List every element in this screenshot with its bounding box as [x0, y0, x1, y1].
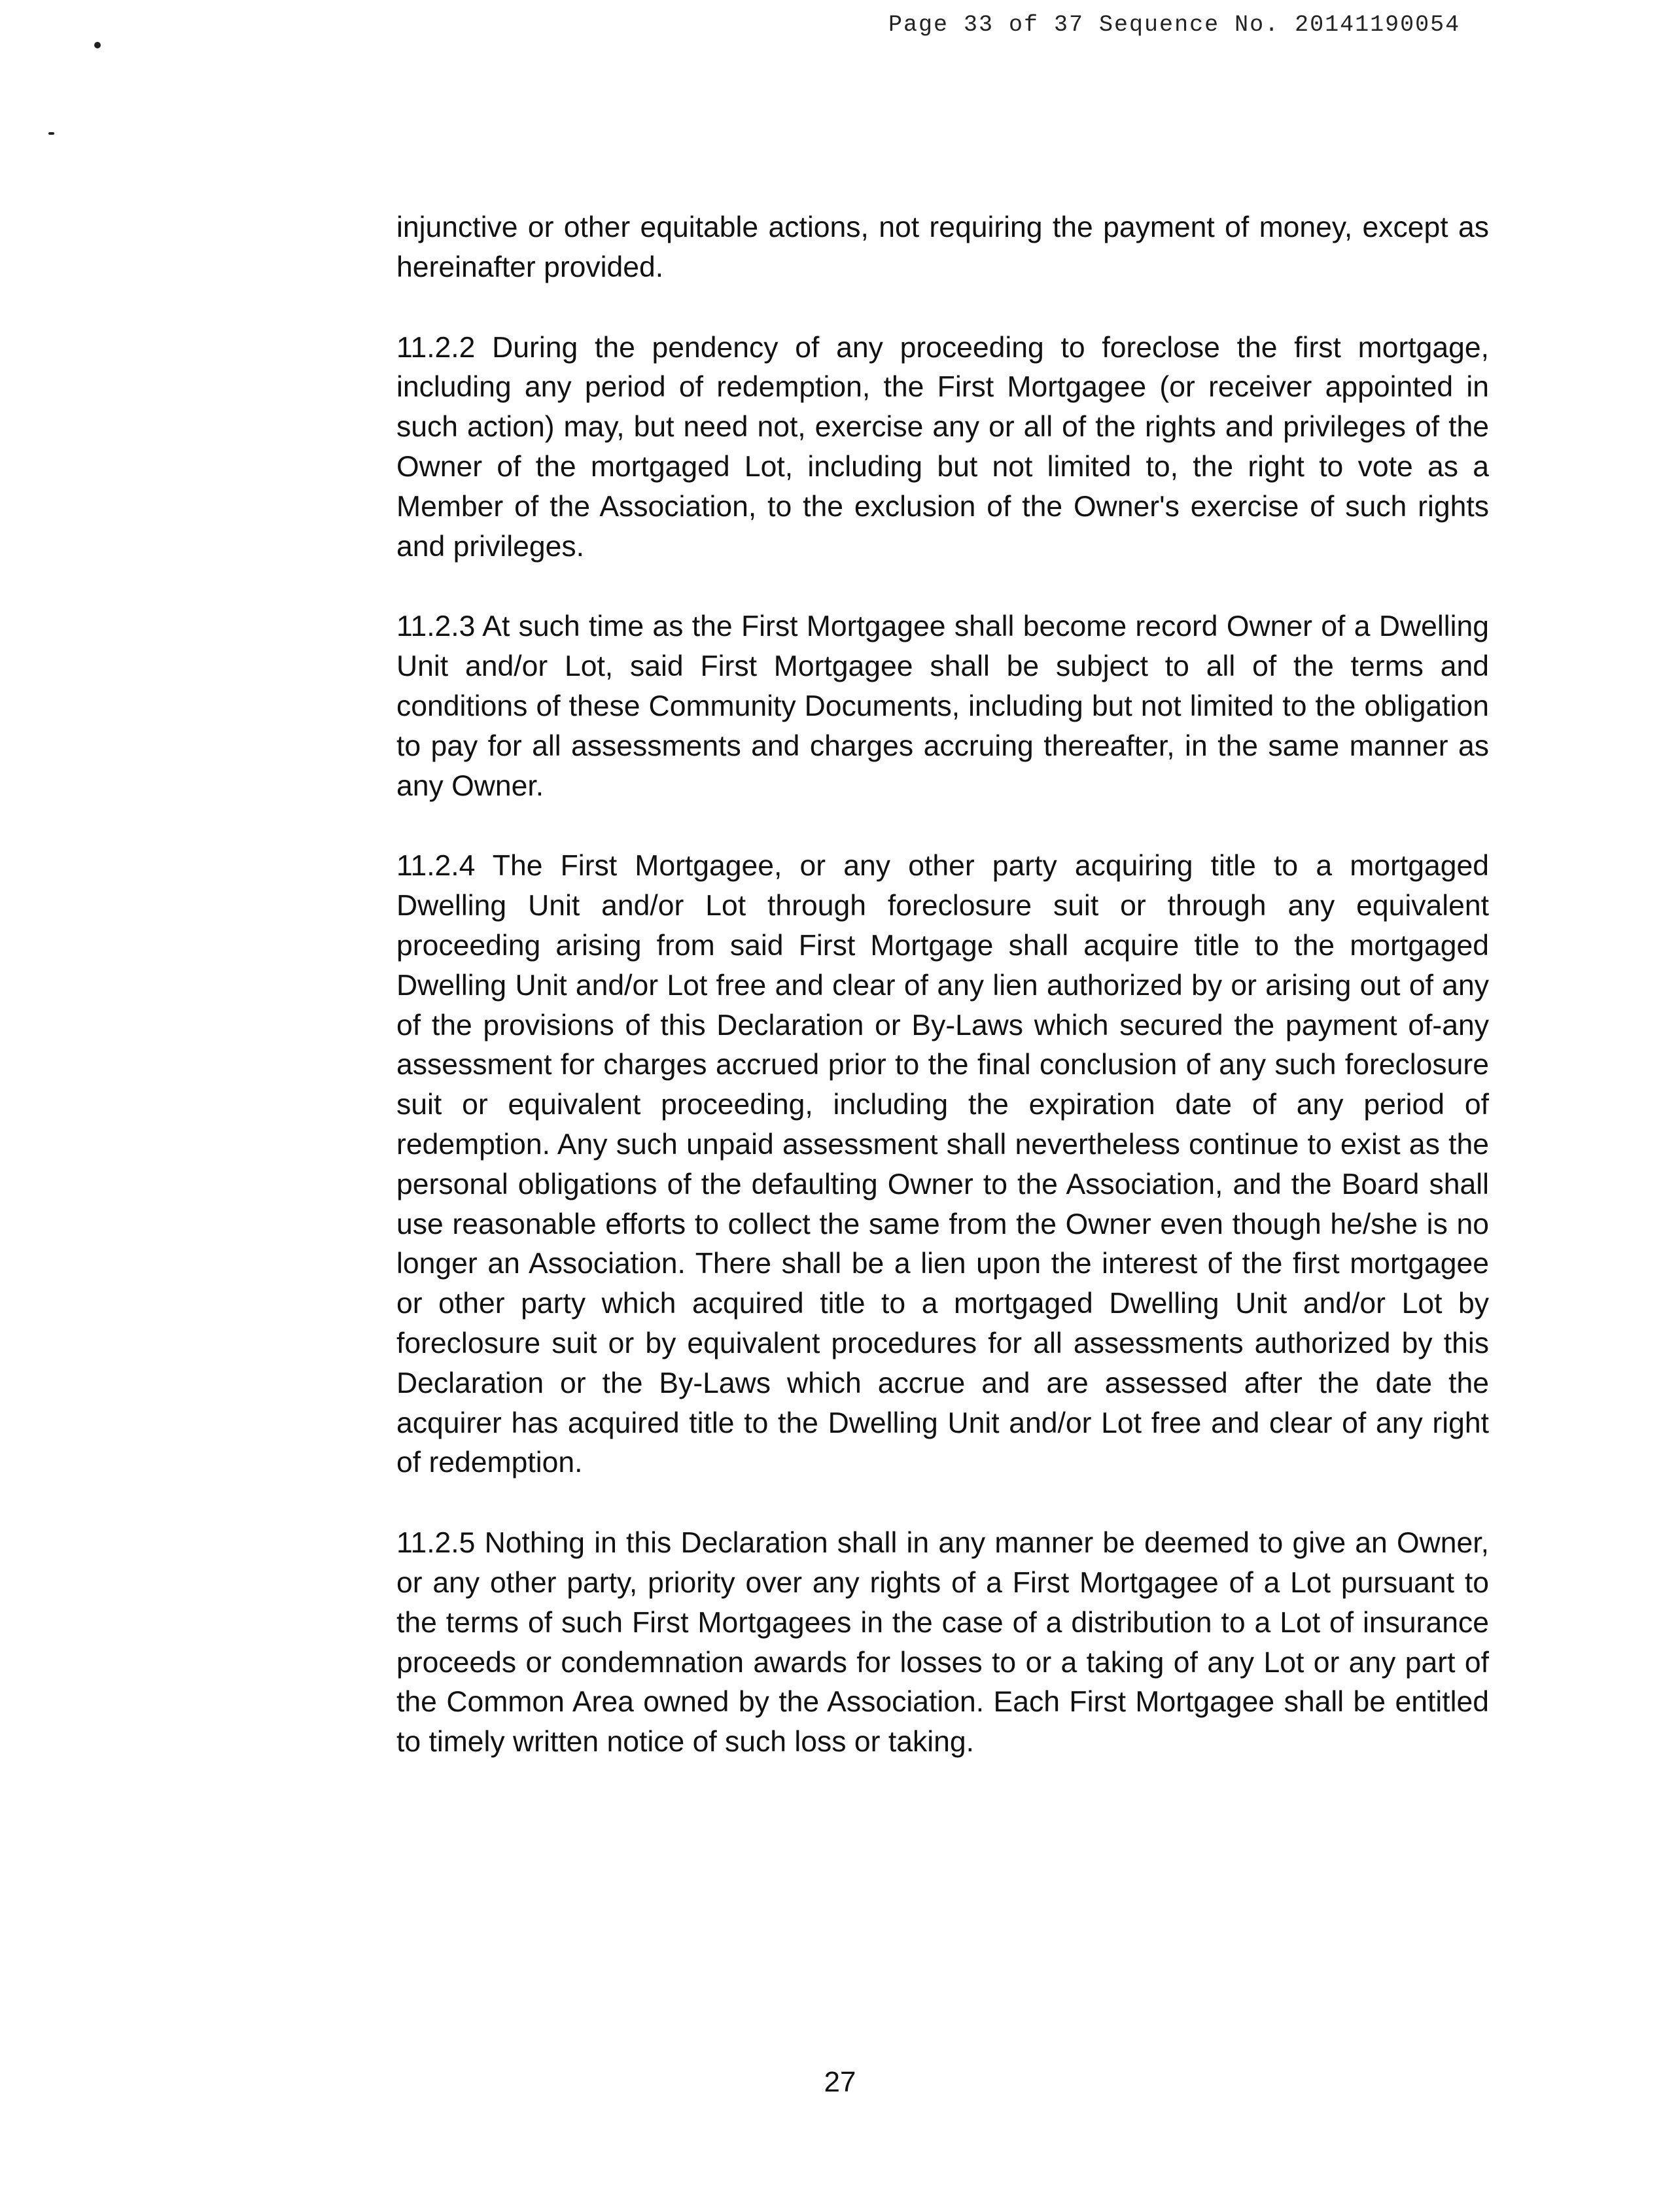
scan-speck: [48, 132, 54, 135]
paragraph-11-2-3: 11.2.3 At such time as the First Mortgagee shall become record Owner of a Dwelling Unit and/or Lot, said First Mortgagee shall be subject to all of the terms and conditions of these Community Documents, including but not limited to the obligation to pay for all assessments and charges accruing thereafter, in the same manner as any Owner.: [396, 610, 1489, 802]
paragraph-11-2-2: 11.2.2 During the pendency of any proceeding to foreclose the first mortgage, including any period of redemption, the First Mortgagee (or receiver appointed in such action) may, but need not, exercise any or all of the rights and privileges of the Owner of the mortgaged Lot, including but not limited to, the right to vote as a Member of the Association, to the exclusion of the Owner's exercise of such rights and privileges.: [396, 331, 1489, 563]
page-number: 27: [824, 2066, 856, 2098]
page-header: Page 33 of 37 Sequence No. 20141190054: [888, 12, 1461, 38]
paragraph-11-2-4: 11.2.4 The First Mortgagee, or any other party acquiring title to a mortgaged Dwelling Unit and/or Lot through foreclosure suit or through any equivalent proceeding arising from said First Mortgage shall acquire title to the mortgaged Dwelling Unit and/or Lot free and clear of any lien authorized by or arising out of any of the provisions of this Declaration or By-Laws which secured the payment of-any assessment for charges accrued prior to the final conclusion of any such foreclosure suit or equivalent proceeding, including the expiration date of any period of redemption. Any such unpaid assessment shall nevertheless continue to exist as the personal obligations of the defaulting Owner to the Association, and the Board shall use reasonable efforts to collect the same from the Owner even though he/she is no longer an Association. There shall be a lien upon the interest of the first mortgagee or other party which acquired title to a mortgaged Dwelling Unit and/or Lot by foreclosure suit or by equivalent procedures for all assessments authorized by this Declaration or the By-Laws which accrue and are assessed after the date the acquirer has acquired title to the Dwelling Unit and/or Lot free and clear of any right of redemption.: [396, 850, 1489, 1479]
scan-speck: [94, 42, 101, 48]
paragraph-11-2-5: 11.2.5 Nothing in this Declaration shall in any manner be deemed to give an Owner, or any other party, priority over any rights of a First Mortgagee of a Lot pursuant to the terms of such First Mortgagees in the case of a distribution to a Lot of insurance proceeds or condemnation awards for losses to or a taking of any Lot or any part of the Common Area owned by the Association. Each First Mortgagee shall be entitled to timely written notice of such loss or taking.: [396, 1527, 1489, 1759]
document-body: [396, 208, 1489, 1803]
paragraph-continuation: injunctive or other equitable actions, not requiring the payment of money, except as hereinafter provided.: [396, 211, 1489, 283]
